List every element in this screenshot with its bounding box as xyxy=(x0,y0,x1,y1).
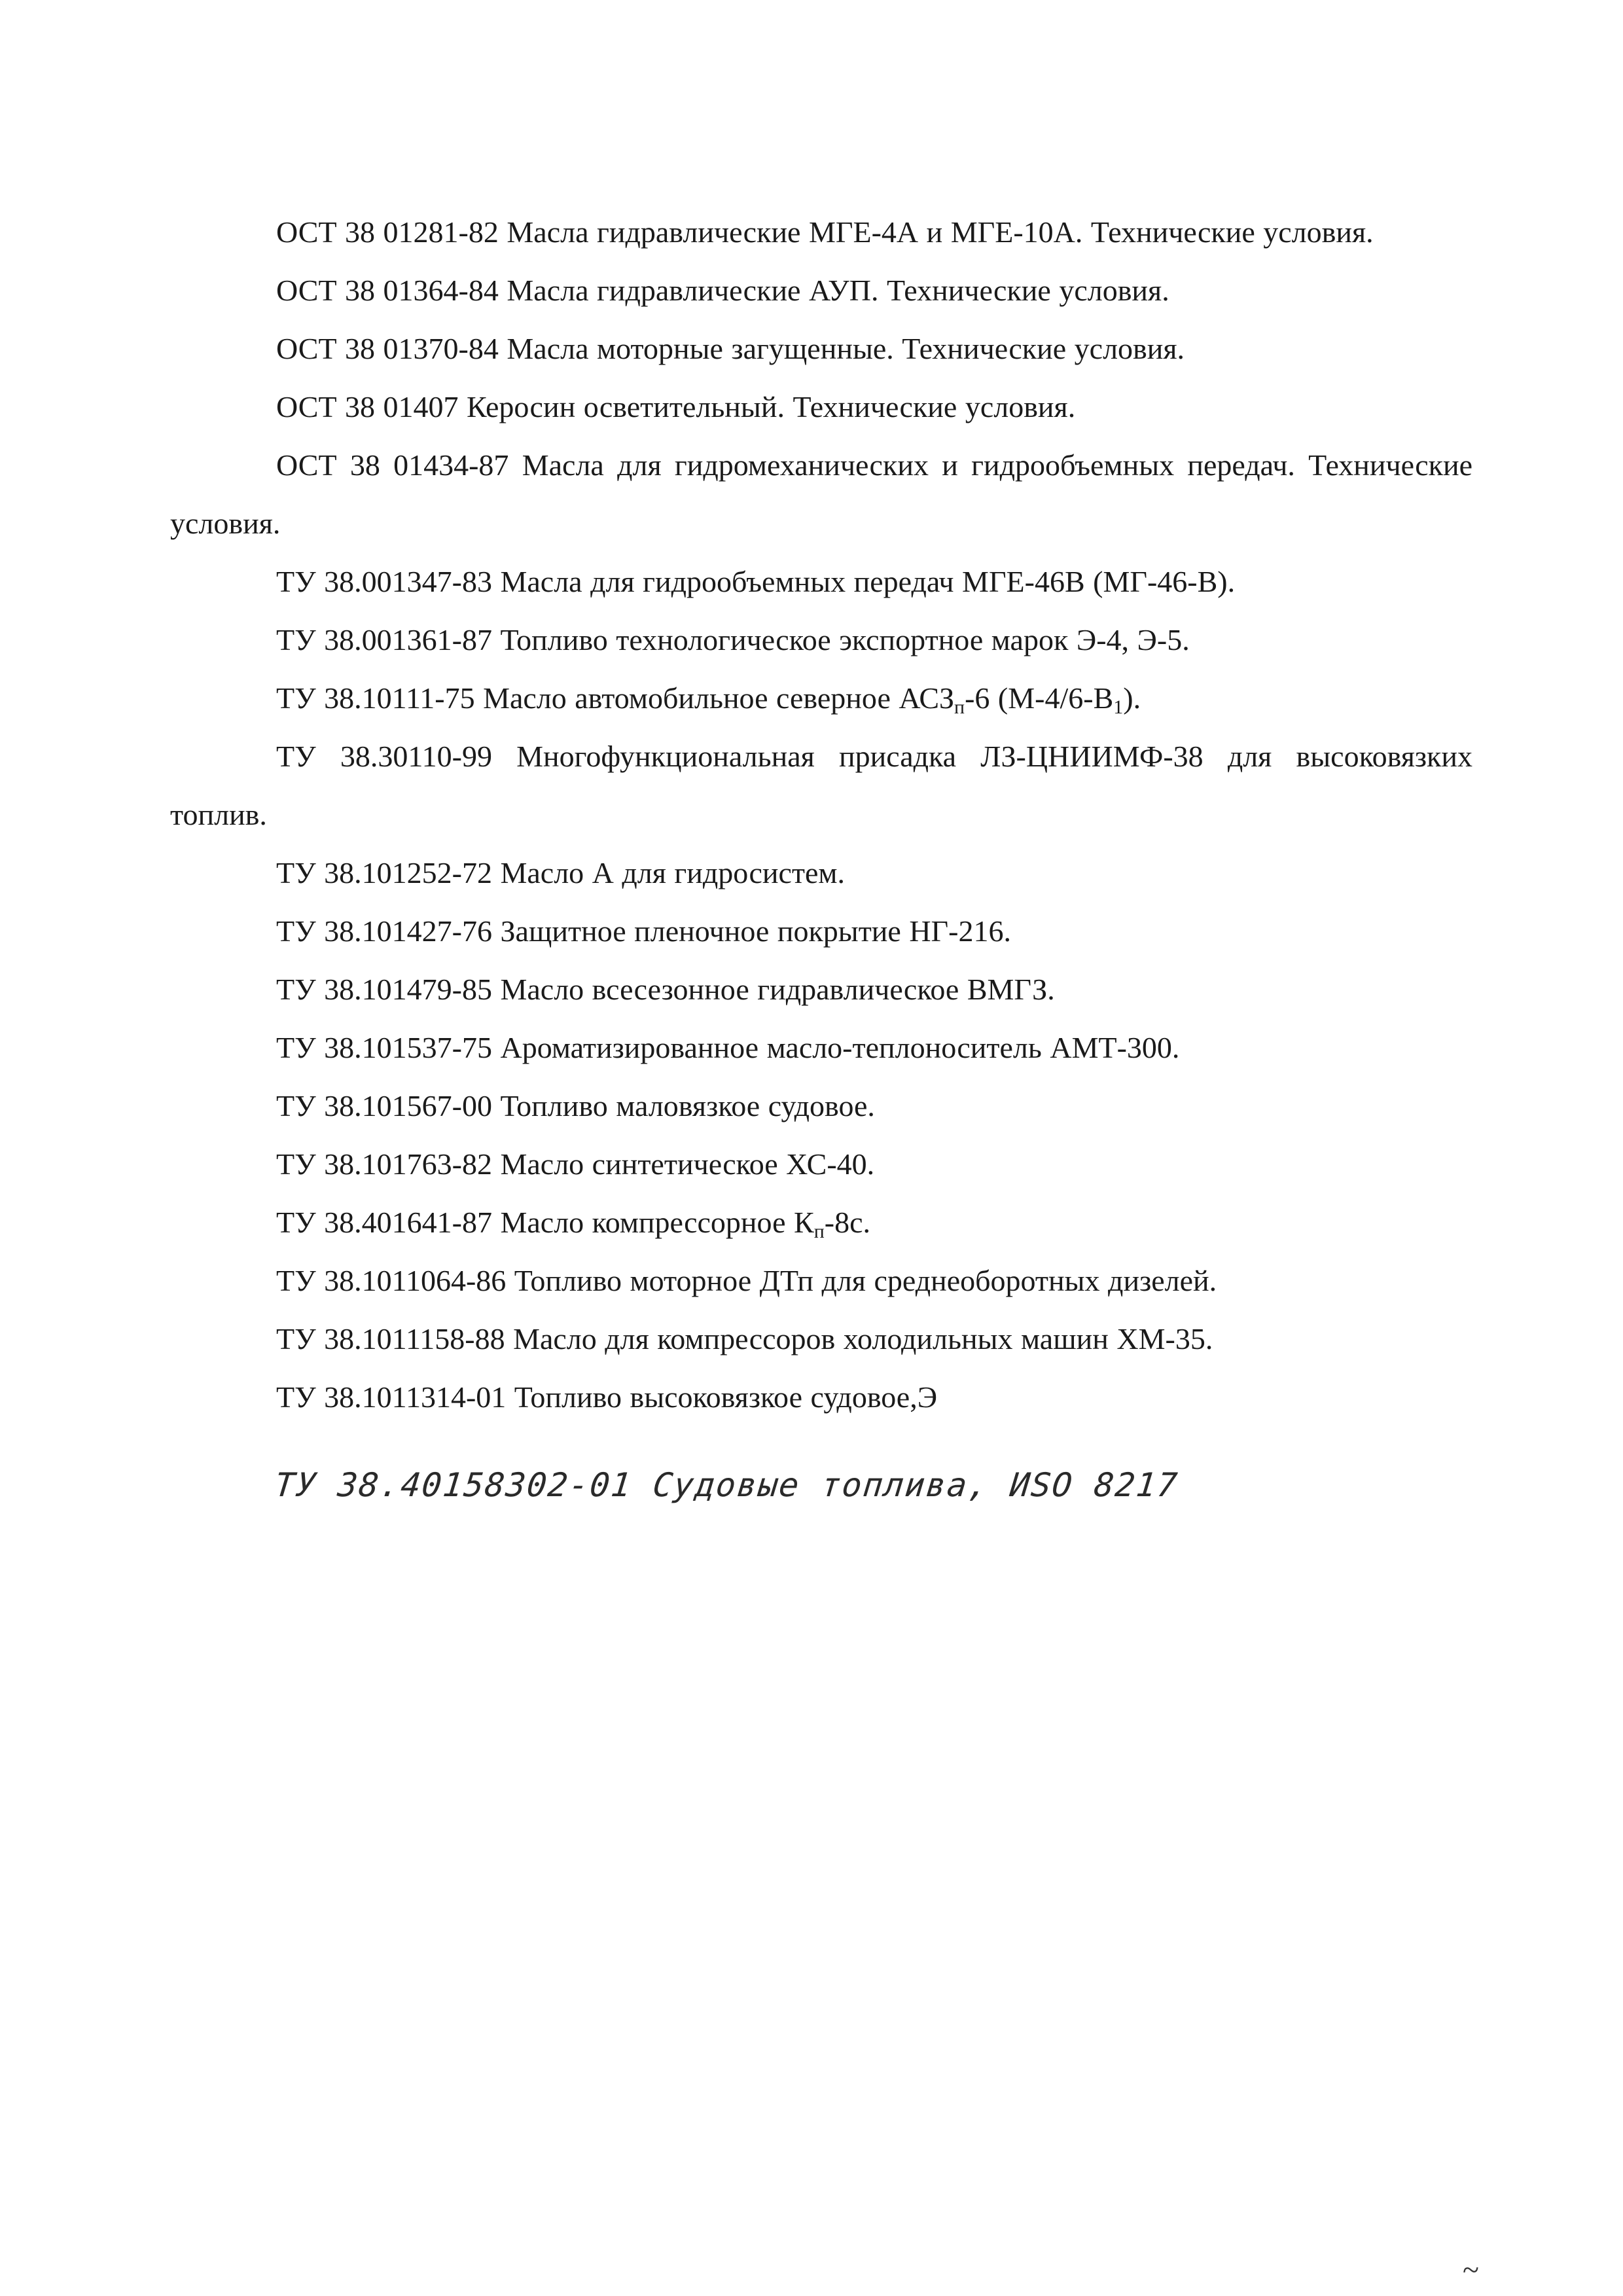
standards-list xyxy=(170,203,1472,1426)
standard-entry: ТУ 38.101567-00 Топливо маловязкое судовое. xyxy=(276,1089,875,1122)
standard-entry: ТУ 38.101479-85 Масло всесезонное гидравлическое ВМГЗ. xyxy=(276,973,1055,1006)
entry-text: -8с. xyxy=(824,1206,871,1239)
standard-entry xyxy=(170,669,1472,727)
standard-entry: ОСТ 38 01281-82 Масла гидравлические МГЕ-4А и МГЕ-10А. Технические условия. xyxy=(276,215,1374,249)
standard-entry: ТУ 38.1011314-01 Топливо высоковязкое судовое,Э xyxy=(276,1380,938,1414)
standard-entry: ТУ 38.101252-72 Масло А для гидросистем. xyxy=(276,856,846,889)
standard-entry: ОСТ 38 01407 Керосин осветительный. Технические условия. xyxy=(276,390,1076,423)
page-mark: ~ xyxy=(1463,2253,1479,2286)
standard-entry: ТУ 38.001361-87 Топливо технологическое экспортное марок Э-4, Э-5. xyxy=(276,623,1190,656)
subscript: п xyxy=(813,1221,825,1242)
entry-text: -6 (М-4/6-В xyxy=(965,681,1114,715)
handwritten-note: ТУ 38.40158302-01 Судовые топлива, ИSO 8217 xyxy=(272,1466,1181,1504)
standard-entry: ТУ 38.101427-76 Защитное пленочное покрытие НГ-216. xyxy=(276,914,1011,948)
subscript: 1 xyxy=(1113,696,1124,718)
standard-entry: ТУ 38.30110-99 Многофункциональная присадка ЛЗ-ЦНИИМФ-38 для высоковязких топлив. xyxy=(170,740,1472,831)
entry-text: ТУ 38.401641-87 Масло компрессорное К xyxy=(276,1206,814,1239)
standard-entry: ТУ 38.101537-75 Ароматизированное масло-теплоноситель АМТ-300. xyxy=(276,1031,1180,1064)
standard-entry: ТУ 38.101763-82 Масло синтетическое ХС-40. xyxy=(276,1147,875,1181)
standard-entry: ТУ 38.001347-83 Масла для гидрообъемных передач МГЕ-46В (МГ-46-В). xyxy=(276,565,1236,598)
subscript: п xyxy=(954,696,965,718)
standard-entry: ОСТ 38 01434-87 Масла для гидромеханических и гидрообъемных передач. Технические условия. xyxy=(170,448,1472,540)
standard-entry: ОСТ 38 01370-84 Масла моторные загущенные. Технические условия. xyxy=(276,332,1185,365)
standard-entry: ТУ 38.1011064-86 Топливо моторное ДТп для среднеоборотных дизелей. xyxy=(276,1264,1217,1297)
entry-text: ). xyxy=(1123,681,1141,715)
standard-entry xyxy=(170,1193,1472,1251)
standard-entry: ОСТ 38 01364-84 Масла гидравлические АУП. Технические условия. xyxy=(276,274,1169,307)
entry-text: ТУ 38.10111-75 Масло автомобильное северное АСЗ xyxy=(276,681,955,715)
standard-entry: ТУ 38.1011158-88 Масло для компрессоров холодильных машин ХМ-35. xyxy=(276,1322,1213,1355)
